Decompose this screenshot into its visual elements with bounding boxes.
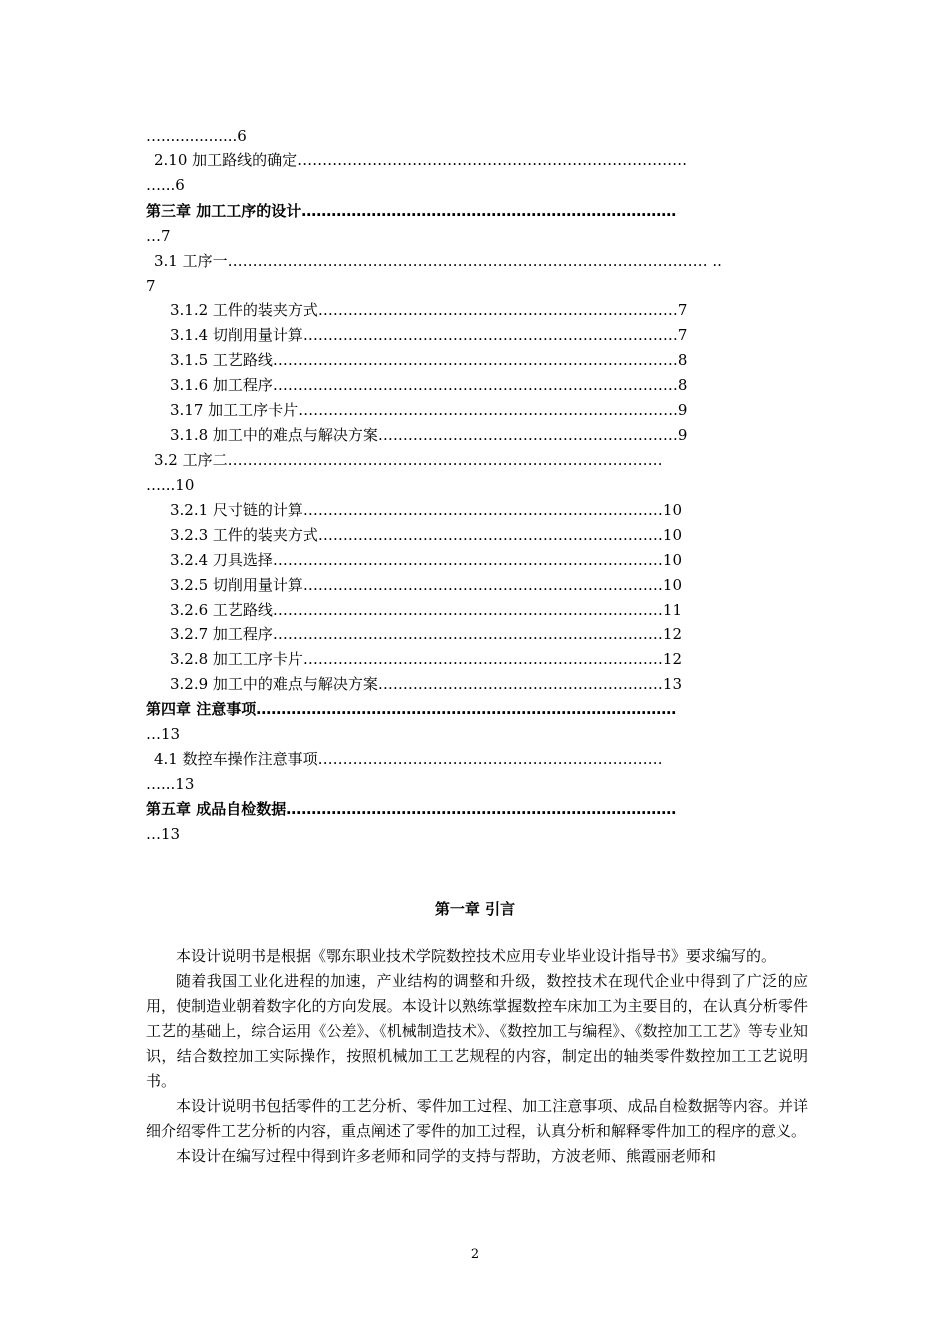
toc-line: 3.2.8 加工工序卡片………………………………………………………………12: [170, 650, 683, 668]
toc-line: 3.2.3 工件的装夹方式……………………………………………………………10: [170, 526, 683, 544]
toc-chapter-line: 第五章 成品自检数据……………………………………………………………………: [146, 800, 677, 818]
toc-chapter-line: 第四章 注意事项…………………………………………………………………………: [146, 700, 677, 718]
toc-line: 3.1.5 工艺路线………………………………………………………………………8: [170, 351, 688, 369]
toc-line: …...10: [146, 476, 195, 494]
toc-line: …...6: [146, 176, 185, 194]
toc-line: 3.2.4 刀具选择……………………………………………………………………10: [170, 551, 683, 569]
toc-line: 3.1.2 工件的装夹方式………………………………………………………………7: [170, 301, 688, 319]
toc-chapter-line: 第三章 加工工序的设计…………………………………………………………………: [146, 202, 677, 220]
toc-line: 3.2.6 工艺路线……………………………………………………………………11: [170, 601, 683, 619]
toc-line: …...13: [146, 775, 195, 793]
paragraph: 随着我国工业化进程的加速，产业结构的调整和升级，数控技术在现代企业中得到了广泛的应用，使制造业朝着数字化的方向发展。本设计以熟练掌握数控车床加工为主要目的，在认真分析零件工艺的基础上，综合运用《公差》、《机械制造技术》、《数控加工与编程》、《数控加工工艺》等专业知识，结合数控加工实际操作，按照机械加工工艺规程的内容，制定出的轴类零件数控加工工艺说明书。: [146, 972, 808, 1090]
toc-line: …................6: [146, 127, 247, 145]
toc-line: 3.2.1 尺寸链的计算………………………………………………………………10: [170, 501, 683, 519]
toc-line: 3.1.6 加工程序………………………………………………………………………8: [170, 376, 688, 394]
toc-line: 4.1 数控车操作注意事项……………………………………………………………: [154, 750, 663, 768]
toc-line: 3.1.8 加工中的难点与解决方案……………………………………………………9: [170, 426, 688, 444]
body-text: [146, 944, 808, 1169]
toc-line: 3.2.9 加工中的难点与解决方案…………………………………………………13: [170, 675, 683, 693]
toc-line: …13: [146, 825, 181, 843]
toc-line: …13: [146, 725, 181, 743]
chapter-title: 第一章 引言: [434, 900, 516, 918]
toc-line: 7: [146, 277, 156, 295]
toc-line: …7: [146, 227, 171, 245]
paragraph: 本设计在编写过程中得到许多老师和同学的支持与帮助，方波老师、熊霞丽老师和: [176, 1147, 717, 1165]
paragraph: 本设计说明书包括零件的工艺分析、零件加工过程、加工注意事项、成品自检数据等内容。并详细介绍零件工艺分析的内容，重点阐述了零件的加工过程，认真分析和解释零件加工的程序的意义。: [146, 1097, 808, 1140]
toc-line: 3.17 加工工序卡片………………………………………………………………….9: [170, 401, 688, 419]
toc-line: 2.10 加工路线的确定……………………………………………………………………: [154, 151, 688, 169]
toc-line: 3.1 工序一…………………………………………………………………………………… ..: [154, 252, 722, 270]
paragraph: 本设计说明书是根据《鄂东职业技术学院数控技术应用专业毕业设计指导书》要求编写的。: [176, 947, 777, 965]
toc-line: 3.2.7 加工程序……………………………………………………………………12: [170, 625, 683, 643]
toc-line: 3.1.4 切削用量计算…………………………………………………………………7: [170, 326, 688, 344]
page-number: 2: [470, 1247, 480, 1262]
toc-line: 3.2 工序二……………………………………………………………………………: [154, 451, 663, 469]
toc-line: 3.2.5 切削用量计算………………………………………………………………10: [170, 576, 683, 594]
